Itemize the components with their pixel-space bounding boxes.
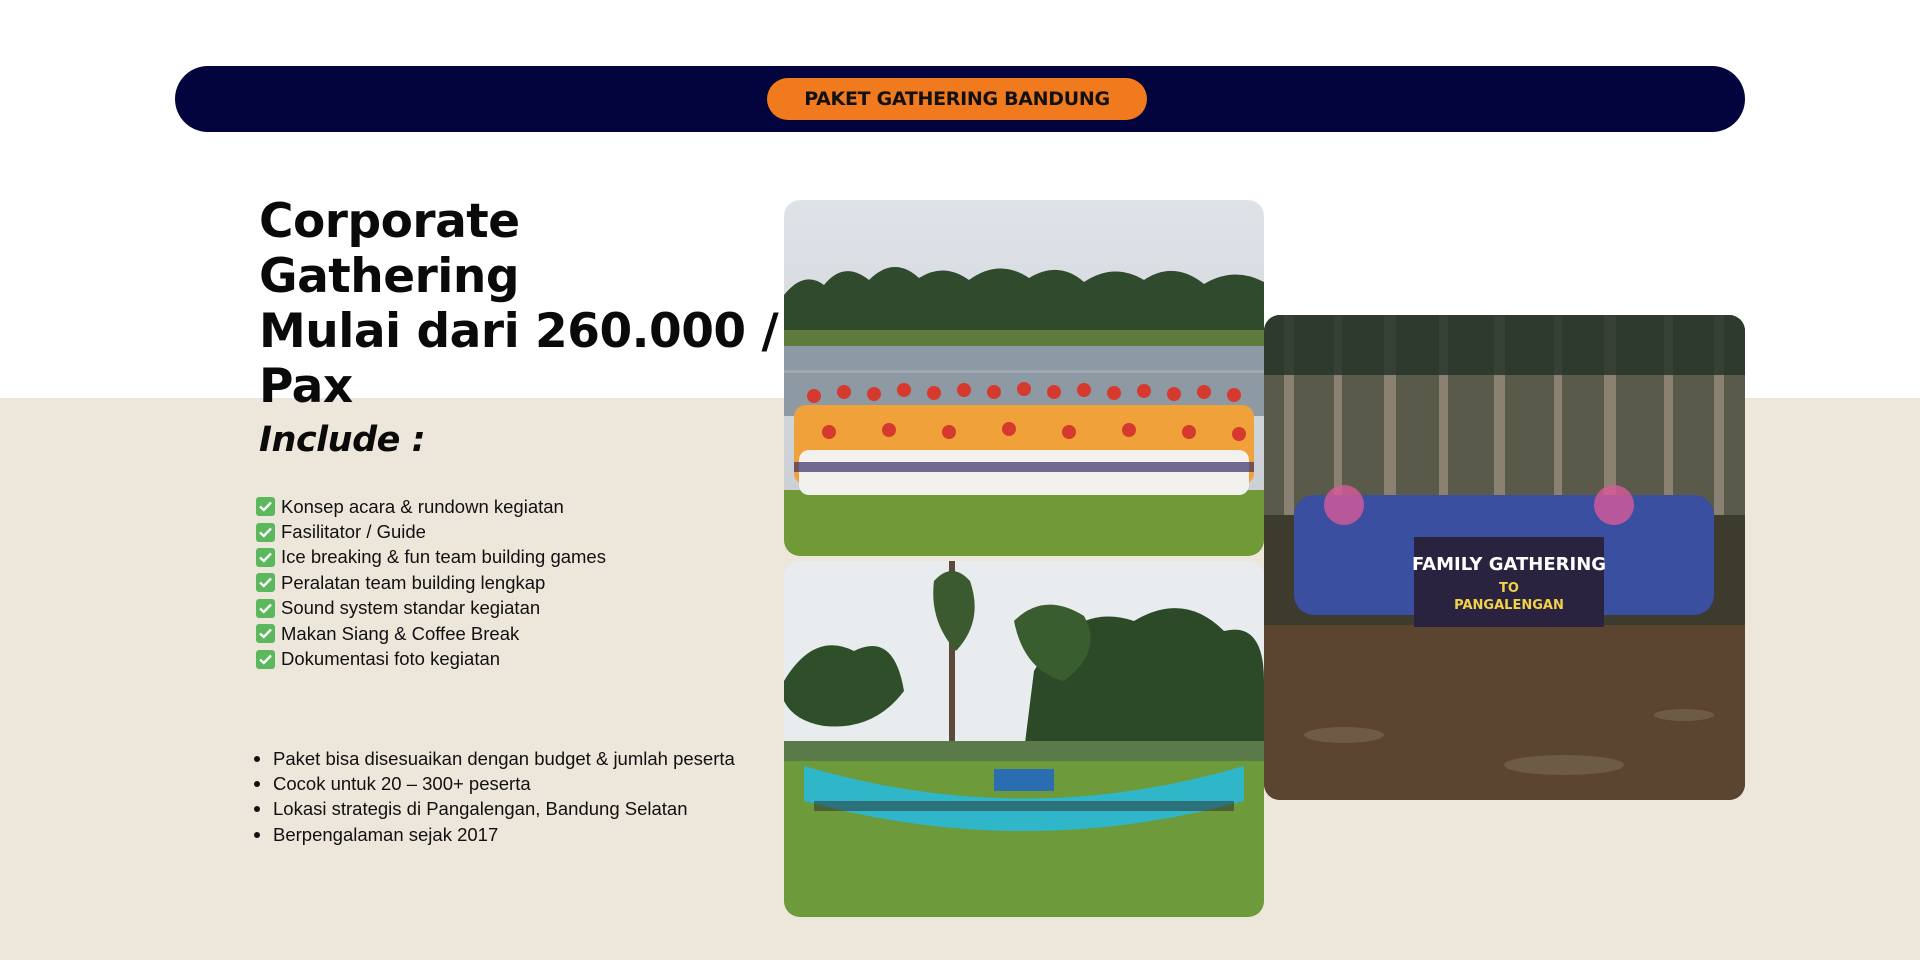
highlight-item-label: Cocok untuk 20 – 300+ peserta — [273, 773, 531, 795]
include-item-label: Konsep acara & rundown kegiatan — [281, 495, 564, 517]
include-item — [256, 621, 606, 646]
highlight-item — [252, 822, 735, 847]
check-icon — [256, 599, 275, 618]
include-item-label: Dokumentasi foto kegiatan — [281, 648, 501, 670]
rafting-group-photo — [784, 200, 1264, 556]
header-badge: PAKET GATHERING BANDUNG — [767, 78, 1147, 120]
include-heading: Include : — [259, 420, 426, 460]
highlight-item — [252, 746, 735, 771]
bullet-icon — [254, 781, 260, 787]
highlight-item-label: Lokasi strategis di Pangalengan, Bandung Selatan — [273, 798, 688, 820]
include-item-label: Makan Siang & Coffee Break — [281, 622, 520, 644]
check-icon — [256, 624, 275, 643]
forest-gathering-photo — [1264, 315, 1745, 800]
bullet-icon — [254, 756, 260, 762]
include-item-label: Ice breaking & fun team building games — [281, 546, 606, 568]
field-group-photo — [784, 561, 1264, 917]
include-item-label: Sound system standar kegiatan — [281, 597, 541, 619]
banner-line-2: TO — [1499, 581, 1519, 596]
title-line-1: Corporate Gathering — [259, 194, 520, 304]
highlight-item — [252, 797, 735, 822]
check-icon — [256, 523, 275, 542]
highlight-item — [252, 771, 735, 796]
include-item — [256, 596, 606, 621]
title-line-3: Pax — [259, 359, 353, 414]
include-item-label: Peralatan team building lengkap — [281, 571, 546, 593]
bullet-icon — [254, 806, 260, 812]
bullet-icon — [254, 832, 260, 838]
highlight-item-label: Paket bisa disesuaikan dengan budget & jumlah peserta — [273, 747, 735, 769]
highlight-item-label: Berpengalaman sejak 2017 — [273, 823, 499, 845]
check-icon — [256, 573, 275, 592]
page-title — [259, 194, 779, 414]
check-icon — [256, 497, 275, 516]
banner-line-1: FAMILY GATHERING — [1411, 554, 1607, 575]
highlights-list — [252, 746, 735, 848]
include-item-label: Fasilitator / Guide — [281, 521, 426, 543]
include-item — [256, 570, 606, 595]
title-line-2: Mulai dari 260.000 / — [259, 304, 779, 359]
include-item — [256, 519, 606, 544]
include-item — [256, 646, 606, 671]
include-item — [256, 494, 606, 519]
include-item — [256, 545, 606, 570]
banner-line-3: PANGALENGAN — [1454, 598, 1564, 613]
include-list — [256, 494, 606, 672]
check-icon — [256, 650, 275, 669]
check-icon — [256, 548, 275, 567]
